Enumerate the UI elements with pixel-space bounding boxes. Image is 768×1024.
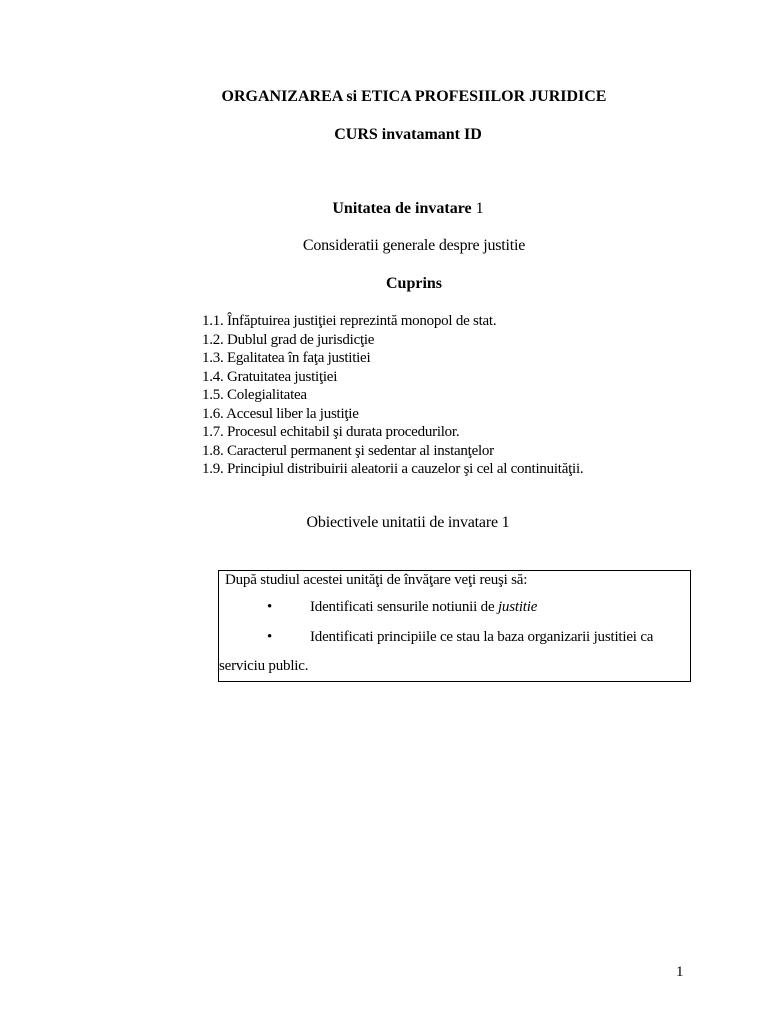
unit-label: Unitatea de invatare [332, 200, 472, 217]
contents-item: 1.1. Înfăptuirea justiţiei reprezintă monopol de stat. [202, 313, 497, 329]
objective-item-1-emphasis: justitie [497, 599, 538, 615]
contents-list [202, 312, 583, 479]
contents-item: 1.9. Principiul distribuirii aleatorii a cauzelor şi cel al continuităţii. [202, 461, 584, 477]
contents-item: 1.2. Dublul grad de jurisdicţie [202, 331, 375, 348]
document-title: ORGANIZAREA si ETICA PROFESIILOR JURIDICE [221, 88, 607, 105]
contents-heading: Cuprins [385, 275, 443, 292]
objectives-heading: Obiectivele unitatii de invatare 1 [306, 514, 510, 531]
bullet-icon: • [267, 629, 273, 645]
unit-heading [0, 200, 768, 218]
unit-number: 1 [475, 200, 484, 217]
document-subtitle: CURS invatamant ID [334, 126, 482, 143]
objectives-box [218, 570, 691, 682]
objective-item-2-continuation: serviciu public. [219, 658, 309, 674]
page-number: 1 [676, 964, 684, 980]
contents-item: 1.8. Caracterul permanent şi sedentar al instanţelor [202, 442, 494, 459]
objective-item-2: Identificati principiile ce stau la baza organizarii justitiei ca [310, 629, 654, 645]
objectives-intro: După studiul acestei unităţi de învăţare veţi reuşi să: [225, 572, 528, 588]
contents-item: 1.5. Colegialitatea [202, 387, 307, 403]
contents-item: 1.7. Procesul echitabil şi durata procedurilor. [202, 424, 460, 440]
contents-item: 1.3. Egalitatea în faţa justitiei [202, 350, 371, 366]
unit-topic: Consideratii generale despre justitie [302, 237, 526, 254]
objective-item-1 [310, 599, 537, 616]
contents-item: 1.4. Gratuitatea justiţiei [202, 368, 338, 385]
objective-item-1-text: Identificati sensurile notiunii de [310, 599, 498, 615]
contents-item: 1.6. Accesul liber la justiţie [202, 405, 359, 422]
bullet-icon: • [267, 599, 273, 615]
